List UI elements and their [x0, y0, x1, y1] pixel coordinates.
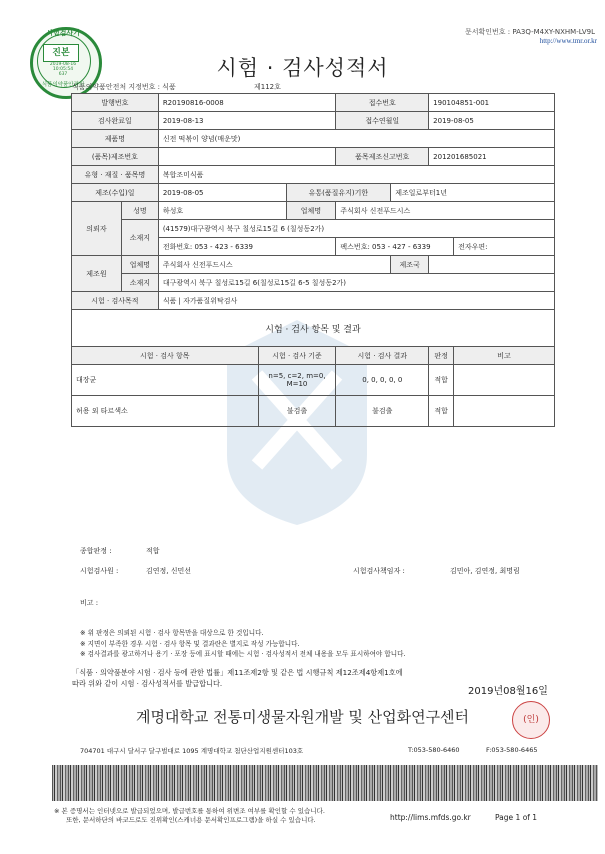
test-done-label: 검사완료일 [72, 112, 159, 130]
page-title: 시험 · 검사성적서 [216, 56, 389, 80]
note-item: ※ 지면이 부족한 경우 시험 · 검사 항목 및 결과란은 별지로 작성 가능합니다. [80, 639, 300, 648]
product-value: 신전 떡볶이 양념(매운맛) [158, 130, 554, 148]
seal-date: 2019-08-16 10:05:54 637 [49, 62, 77, 77]
report-table [71, 93, 555, 427]
statute-line: 따라 위와 같이 시험 · 검사성적서를 발급합니다. [72, 678, 223, 688]
seal-top-text: 시험검사기 [46, 29, 80, 37]
purpose-label: 시험 · 검사목적 [72, 292, 159, 310]
results-header-result: 시험 · 검사 결과 [336, 347, 429, 365]
results-row-1-item: 대장균 [72, 365, 259, 396]
results-header-judgement: 판정 [429, 347, 454, 365]
expiry-value: 제조일로부터1년 [391, 184, 555, 202]
email-value: 전자우편: [454, 238, 555, 256]
website-url[interactable]: http://www.tmr.or.kr [539, 37, 597, 45]
company-label: 업체명 [286, 202, 336, 220]
testers-value: 김연정, 신민선 [146, 567, 192, 575]
results-row-1-standard: n=5, c=2, m=0, M=10 [258, 365, 336, 396]
name-value: 하성호 [158, 202, 286, 220]
judgement-label: 종합판정 : [80, 547, 112, 555]
institute-fax: F:053-580-6465 [486, 746, 538, 754]
results-row-1-judgement: 적합 [429, 365, 454, 396]
maker-addr-value: 대구광역시 북구 칠성로15길 6(칠성로15길 6-5 칠성동2가) [158, 274, 554, 292]
maker-label: 제조원 [72, 256, 122, 292]
designation-label: 식품의약품안전처 지정번호 : 식품 [72, 83, 176, 91]
maker-addr-label: 소재지 [121, 274, 158, 292]
results-row-2-item: 허용 외 타르색소 [72, 396, 259, 427]
designation-number: 제112호 [254, 83, 281, 91]
results-row-2-remarks [454, 396, 555, 427]
report-no-value: 201201685021 [429, 148, 555, 166]
institute-name: 계명대학교 전통미생물자원개발 및 산업화연구센터 [135, 708, 470, 726]
responsible-value: 김민아, 김연정, 최명림 [450, 567, 520, 575]
notes [80, 628, 406, 660]
note-item: ※ 위 판정은 의뢰된 시험 · 검사 항목만을 대상으로 한 것입니다. [80, 629, 264, 637]
receipt-date-label: 접수연월일 [336, 112, 429, 130]
maker-company-value: 주식회사 신전푸드시스 [158, 256, 390, 274]
test-done-value: 2019-08-13 [158, 112, 336, 130]
country-label: 제조국 [391, 256, 429, 274]
statute-line: 「식품 · 의약품분야 시험 · 검사 등에 관한 법률」제11조제2항 및 같은 법 시행규칙 제12조제4항제1호에 [72, 668, 403, 677]
purpose-value: 식품 | 자가품질위탁검사 [158, 292, 554, 310]
results-row-1-remarks [454, 365, 555, 396]
fax-value: 팩스번호: 053 - 427 - 6339 [336, 238, 454, 256]
receipt-date-value: 2019-08-05 [429, 112, 555, 130]
responsible-label: 시험검사책임자 : [353, 567, 405, 575]
judgement-value: 적합 [146, 547, 160, 555]
results-header-standard: 시험 · 검사 기준 [258, 347, 336, 365]
addr-label: 소재지 [121, 220, 158, 256]
verification-barcode [52, 765, 598, 801]
remarks-label: 비고 : [80, 599, 99, 607]
product-label: 제품명 [72, 130, 159, 148]
type-label: 유형 · 재질 · 품목명 [72, 166, 159, 184]
footer-note-2: 또한, 문서하단의 바코드로도 진위확인(스캐너용 문서확인프로그램)을 하실 수 있습니다. [66, 816, 316, 824]
country-value [429, 256, 555, 274]
issue-date: 2019년08월16일 [468, 686, 548, 697]
results-row-2-judgement: 적합 [429, 396, 454, 427]
company-value: 주식회사 신전푸드시스 [336, 202, 555, 220]
results-section-title: 시험 · 검사 항목 및 결과 [72, 310, 555, 347]
expiry-label: 유통(품질유지)기한 [286, 184, 391, 202]
results-header-item: 시험 · 검사 항목 [72, 347, 259, 365]
type-value: 복합조미식품 [158, 166, 554, 184]
issue-no-value: R20190816-0008 [158, 94, 336, 112]
institute-address: 704701 대구시 달서구 달구벌대로 1095 계명대학교 첨단산업지원센터103호 [80, 747, 304, 755]
receipt-no-label: 접수번호 [336, 94, 429, 112]
testers-label: 시험검사원 : [80, 567, 119, 575]
footer-note-1: ※ 본 증명서는 인터넷으로 발급되었으며, 발급번호를 통하여 위변조 여부를 확인할 수 있습니다. [54, 807, 325, 815]
institute-seal: (인) [512, 701, 550, 739]
footer-url[interactable]: http://lims.mfds.go.kr [390, 813, 471, 822]
issue-no-label: 발행번호 [72, 94, 159, 112]
receipt-no-value: 190104851-001 [429, 94, 555, 112]
document-confirm-number: 문서확인번호 : PA3Q-M4XY-NXHM-LV9L [464, 28, 595, 36]
institute-tel: T:053-580-6460 [408, 746, 460, 754]
statute-text [72, 668, 403, 689]
report-no-label: 품목제조신고번호 [336, 148, 429, 166]
maker-company-label: 업체명 [121, 256, 158, 274]
results-row-1-result: 0, 0, 0, 0, 0 [336, 365, 429, 396]
addr-value: (41579)대구광역시 북구 칠성로15길 6 (칠성동2가) [158, 220, 554, 238]
made-date-label: 제조(수입)일 [72, 184, 159, 202]
name-label: 성명 [121, 202, 158, 220]
made-date-value: 2019-08-05 [158, 184, 286, 202]
results-row-2-standard: 불검출 [258, 396, 336, 427]
results-row-2-result: 불검출 [336, 396, 429, 427]
phone-value: 전화번호: 053 - 423 - 6339 [158, 238, 336, 256]
results-header-remarks: 비고 [454, 347, 555, 365]
page-number: Page 1 of 1 [495, 813, 538, 822]
note-item: ※ 검사결과를 광고하거나 용기 · 포장 등에 표시할 때에는 시험 · 검사성적서 전체 내용을 모두 표시하여야 합니다. [80, 650, 406, 658]
client-label: 의뢰자 [72, 202, 122, 256]
seal-bottom-text: 식품의약품안전처 [41, 82, 85, 88]
seal-stamp: 진본 [43, 44, 79, 62]
maker-no-label: (품목)제조번호 [72, 148, 159, 166]
maker-no-value [158, 148, 336, 166]
